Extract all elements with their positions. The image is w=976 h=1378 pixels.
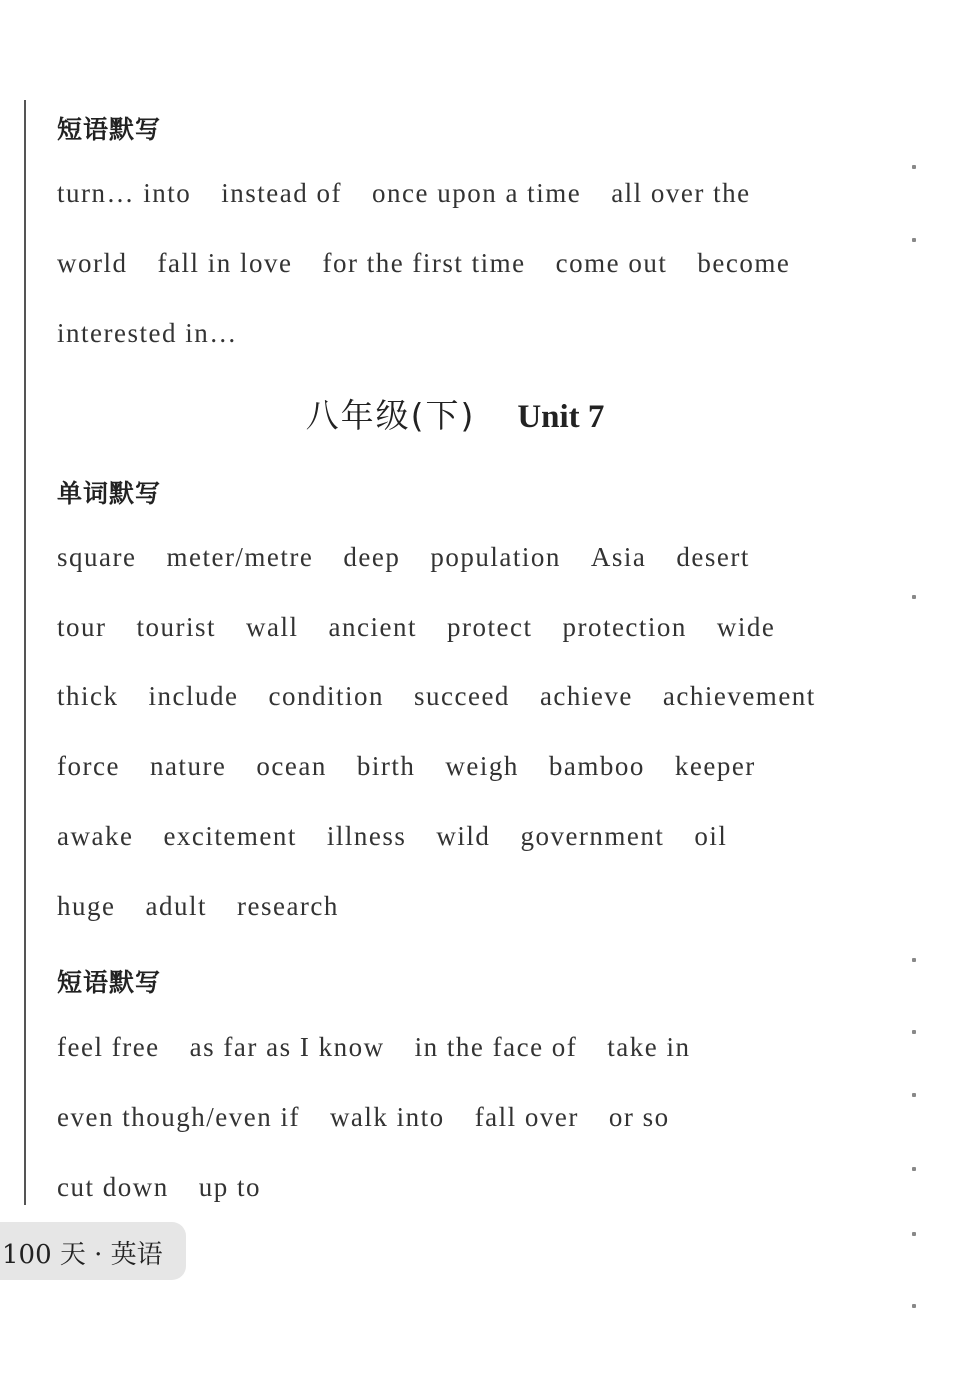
phrase-item: for the first time — [322, 248, 526, 278]
word-line-5 — [57, 821, 727, 852]
phrase-item: fall over — [474, 1102, 579, 1132]
phrase-line-1-1 — [57, 178, 751, 209]
word-item: ancient — [328, 612, 417, 642]
word-item: keeper — [674, 751, 756, 781]
edge-mark — [912, 1167, 916, 1171]
phrase-line-1-3 — [57, 318, 238, 349]
word-line-2 — [57, 612, 775, 643]
word-item: tourist — [136, 612, 217, 642]
phrase-item: feel free — [57, 1032, 160, 1062]
word-item: wall — [246, 612, 299, 642]
word-item: Asia — [590, 542, 647, 572]
phrase-item: turn… into — [57, 178, 192, 208]
word-item: ocean — [256, 751, 327, 781]
phrase-dictation-heading-2: 短语默写 — [57, 968, 162, 997]
word-item: achievement — [662, 681, 816, 711]
phrase-item: up to — [198, 1172, 261, 1202]
phrase-item: even though/even if — [57, 1102, 300, 1132]
edge-mark — [912, 595, 916, 599]
grade-label: 八年级(下) — [305, 396, 476, 435]
word-item: tour — [57, 612, 107, 642]
phrase-item: fall in love — [157, 248, 293, 278]
footer-page-tab — [0, 1222, 186, 1280]
word-item: bamboo — [548, 751, 645, 781]
unit-title — [0, 390, 910, 437]
phrase-item: come out — [555, 248, 668, 278]
phrase-line-3-1 — [57, 1032, 691, 1063]
word-item: population — [430, 542, 561, 572]
word-item: include — [148, 681, 239, 711]
word-item: condition — [268, 681, 384, 711]
word-line-1 — [57, 542, 750, 573]
phrase-item: instead of — [221, 178, 342, 208]
word-item: protect — [446, 612, 533, 642]
word-item: wild — [436, 821, 491, 851]
word-item: excitement — [163, 821, 297, 851]
word-item: awake — [57, 821, 134, 851]
footer-label: 100 天 · 英语 — [2, 1240, 163, 1270]
word-item: achieve — [539, 681, 633, 711]
word-item: weigh — [445, 751, 519, 781]
edge-mark — [912, 1030, 916, 1034]
word-item: succeed — [413, 681, 510, 711]
phrase-item: cut down — [57, 1172, 169, 1202]
edge-mark — [912, 958, 916, 962]
phrase-item: all over the — [611, 178, 751, 208]
phrase-item: become — [697, 248, 791, 278]
word-item: desert — [676, 542, 750, 572]
left-margin-rule — [24, 100, 26, 1205]
word-item: illness — [326, 821, 407, 851]
phrase-line-3-2 — [57, 1102, 670, 1133]
word-item: huge — [57, 891, 116, 921]
word-line-6 — [57, 891, 339, 922]
phrase-item: world — [57, 248, 128, 278]
phrase-item: interested in… — [57, 318, 238, 348]
edge-mark — [912, 1304, 916, 1308]
phrase-item: walk into — [329, 1102, 445, 1132]
word-item: force — [57, 751, 120, 781]
word-line-3 — [57, 681, 816, 712]
word-item: deep — [343, 542, 401, 572]
word-item: protection — [562, 612, 687, 642]
word-item: wide — [716, 612, 776, 642]
word-item: nature — [149, 751, 227, 781]
edge-mark — [912, 1093, 916, 1097]
unit-label: Unit 7 — [517, 399, 605, 435]
word-item: research — [236, 891, 339, 921]
word-item: oil — [694, 821, 728, 851]
edge-mark — [912, 1232, 916, 1236]
phrase-item: as far as I know — [189, 1032, 385, 1062]
word-item: meter/metre — [166, 542, 314, 572]
edge-mark — [912, 165, 916, 169]
word-line-4 — [57, 751, 756, 782]
phrase-item: once upon a time — [371, 178, 582, 208]
edge-mark — [912, 238, 916, 242]
word-item: government — [520, 821, 665, 851]
word-item: adult — [145, 891, 207, 921]
phrase-item: take in — [607, 1032, 691, 1062]
phrase-item: in the face of — [414, 1032, 578, 1062]
word-dictation-heading: 单词默写 — [57, 479, 162, 508]
word-item: square — [57, 542, 137, 572]
phrase-line-3-3 — [57, 1172, 261, 1203]
word-item: birth — [356, 751, 416, 781]
word-item: thick — [57, 681, 119, 711]
phrase-dictation-heading-1: 短语默写 — [57, 115, 162, 144]
phrase-item: or so — [608, 1102, 670, 1132]
phrase-line-1-2 — [57, 248, 790, 279]
